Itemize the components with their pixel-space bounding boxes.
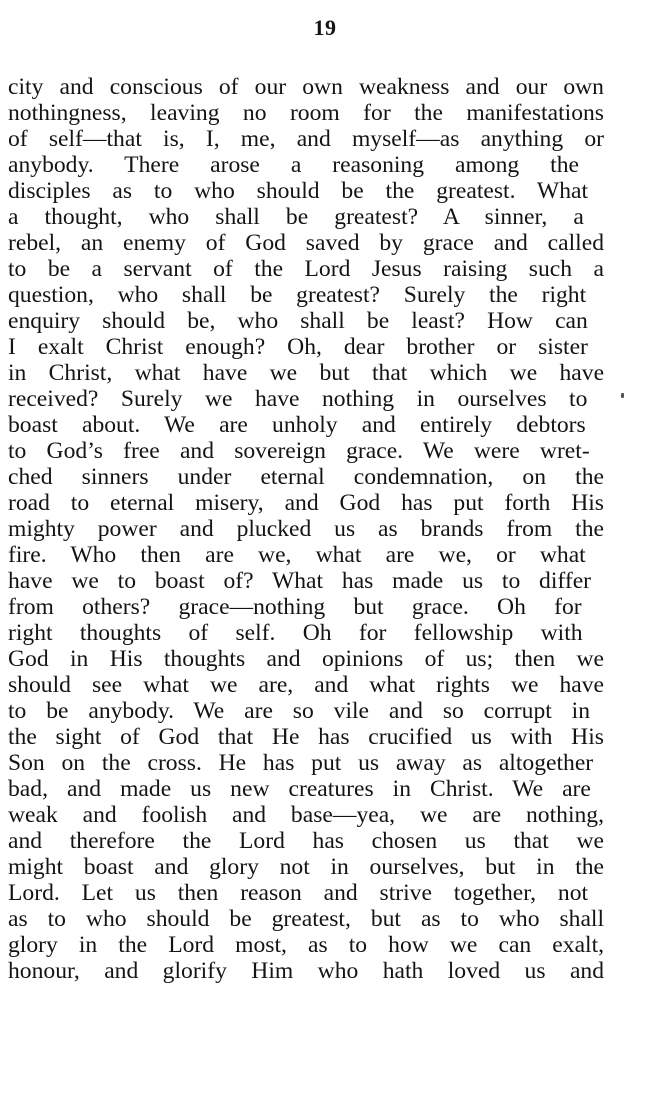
text-line: should see what we are, and what rights we have <box>8 672 605 698</box>
text-line: Lord. Let us then reason and strive together, not <box>8 880 589 906</box>
text-line: to be a servant of the Lord Jesus raising such a <box>8 256 604 282</box>
text-line: honour, and glorify Him who hath loved us and <box>8 958 605 984</box>
text-line: received? Surely we have nothing in ourselves to <box>8 386 588 412</box>
text-line: Son on the cross. He has put us away as altogether <box>8 750 594 776</box>
text-line: have we to boast of? What has made us to differ <box>8 568 592 594</box>
text-line: glory in the Lord most, as to how we can exalt, <box>8 932 605 958</box>
page-number: 19 <box>313 15 337 40</box>
text-line: enquiry should be, who shall be least? How can <box>8 308 588 334</box>
text-line: weak and foolish and base—yea, we are nothing, <box>8 802 604 828</box>
text-line: I exalt Christ enough? Oh, dear brother or sister <box>8 334 588 360</box>
text-line: nothingness, leaving no room for the manifestations <box>8 100 604 126</box>
text-line: the sight of God that He has crucified us with His <box>8 724 604 750</box>
text-line: God in His thoughts and opinions of us; then we <box>8 646 605 672</box>
text-line: might boast and glory not in ourselves, but in the <box>8 854 605 880</box>
text-line: to be anybody. We are so vile and so corrupt in <box>8 698 591 724</box>
margin-mark <box>621 393 624 398</box>
text-line: mighty power and plucked us as brands from the <box>8 516 604 542</box>
text-line: and therefore the Lord has chosen us that we <box>8 828 604 854</box>
text-line: fire. Who then are we, what are we, or what <box>8 542 586 568</box>
text-line: rebel, an enemy of God saved by grace and called <box>8 230 604 256</box>
text-line: of self—that is, I, me, and myself—as anything or <box>8 126 604 152</box>
text-line: in Christ, what have we but that which we have <box>8 360 605 386</box>
text-line: bad, and made us new creatures in Christ. We are <box>8 776 591 802</box>
text-line: from others? grace—nothing but grace. Oh for <box>8 594 582 620</box>
text-line: a thought, who shall be greatest? A sinner, a <box>8 204 584 230</box>
text-line: road to eternal misery, and God has put forth His <box>8 490 604 516</box>
text-line: disciples as to who should be the greatest. What <box>8 178 589 204</box>
text-line: to God’s free and sovereign grace. We were wret- <box>8 438 590 464</box>
text-line: city and conscious of our own weakness and our own <box>8 74 604 100</box>
text-line: right thoughts of self. Oh for fellowship with <box>8 620 583 646</box>
text-line: as to who should be greatest, but as to who shall <box>8 906 605 932</box>
text-line: boast about. We are unholy and entirely debtors <box>8 412 586 438</box>
text-line: anybody. There arose a reasoning among the <box>8 152 579 178</box>
text-line: question, who shall be greatest? Surely the right <box>8 282 587 308</box>
body-text <box>8 74 604 984</box>
text-line: ched sinners under eternal condemnation, on the <box>8 464 604 490</box>
